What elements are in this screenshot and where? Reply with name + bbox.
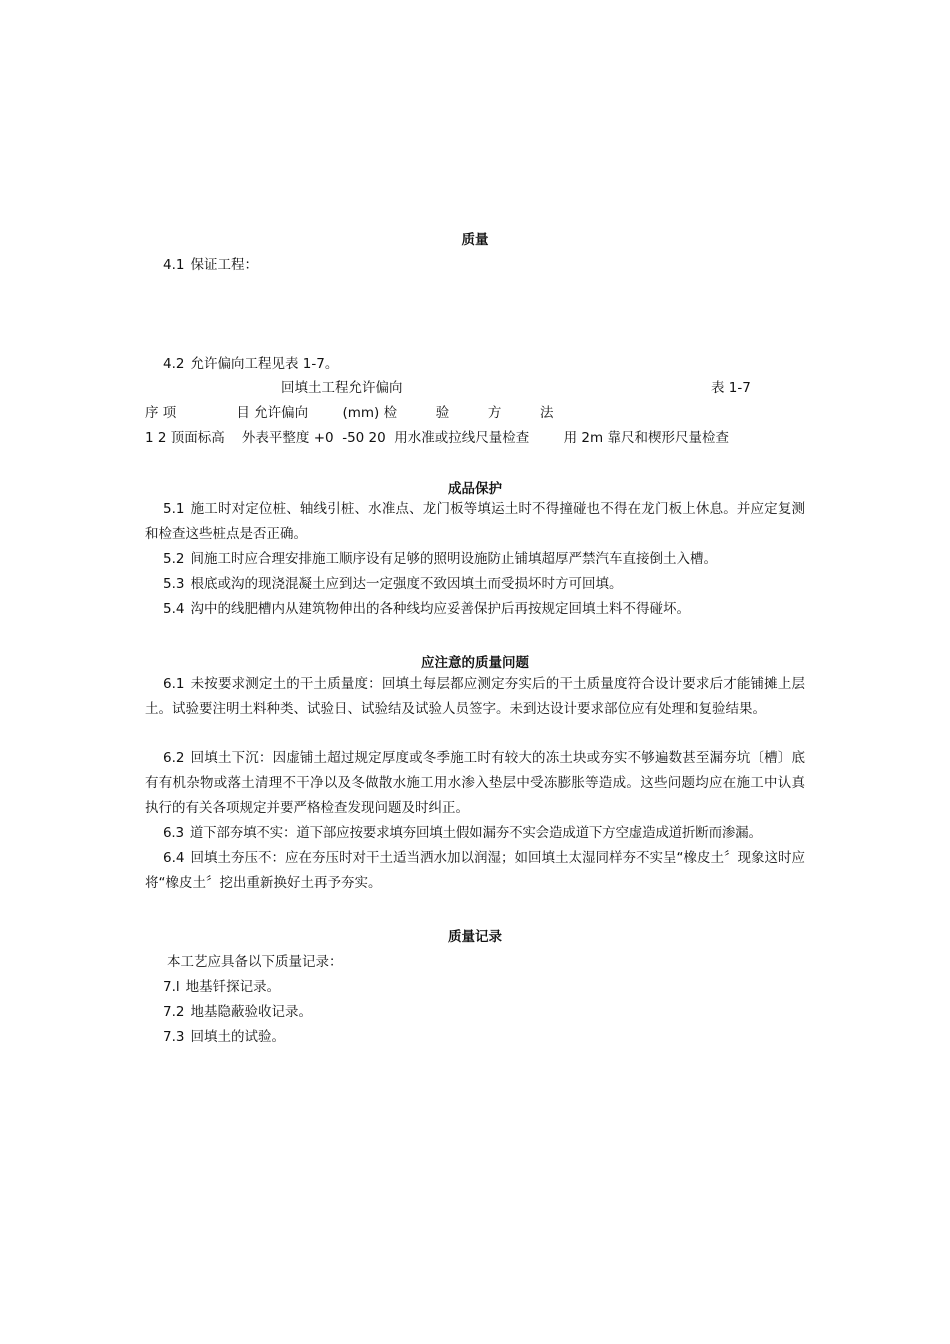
list-item xyxy=(145,1000,312,1020)
list-item xyxy=(145,746,805,820)
item-text: 根底或沟的现浇混凝土应到达一定强度不致因填土而受损坏时方可回填。 xyxy=(190,576,623,592)
item-text: 允许偏向工程见表 1-7。 xyxy=(190,356,339,372)
item-number: 7.l xyxy=(163,979,180,995)
list-item xyxy=(145,1025,285,1045)
item-text: 保证工程： xyxy=(190,257,258,273)
item-number: 6.2 xyxy=(163,750,185,766)
list-item xyxy=(145,547,805,572)
item-number: 6.3 xyxy=(163,825,184,841)
section-title-issues: 应注意的质量问题 xyxy=(421,655,529,671)
item-number: 4.2 xyxy=(163,356,185,372)
item-text: 地基钎探记录。 xyxy=(185,979,281,995)
item-number: 5.1 xyxy=(163,501,185,517)
section-title-records: 质量记录 xyxy=(448,929,502,945)
table-row: 1 2 顶面标高 外表平整度 +0 -50 20 用水准或拉线尺量检查 用 2m 靠尺和楔形尺量检查 xyxy=(145,430,729,446)
section-title-quality: 质量 xyxy=(461,232,489,248)
list-item xyxy=(145,497,805,547)
section-title-protection: 成品保护 xyxy=(448,481,502,497)
item-text: 间施工时应合理安排施工顺序设有足够的照明设施防止铺填超厚严禁汽车直接倒土入槽。 xyxy=(190,551,717,567)
list-item xyxy=(145,597,805,622)
item-text: 回填土夯压不：应在夯压时对干土适当洒水加以润湿；如回填土太湿同样夯不实呈“橡皮土〞现象这时应将“橡皮土〞挖出重新换好土再予夯实。 xyxy=(145,850,805,891)
item-number: 7.3 xyxy=(163,1029,185,1045)
list-item xyxy=(145,821,805,846)
list-item xyxy=(145,975,280,995)
list-item xyxy=(145,572,805,597)
table-caption: 回填土工程允许偏向 xyxy=(281,380,403,396)
item-text: 回填土下沉：因虚铺土超过规定厚度或冬季施工时有较大的冻土块或夯实不够遍数甚至漏夯坑〔槽〕底有有机杂物或落土清理不干净以及冬做散水施工用水渗入垫层中受冻膨胀等造成。这些问题均应在施工中认真执行的有关各项规定并要严格检查发现问题及时纠正。 xyxy=(145,750,805,816)
item-text: 未按要求测定土的干土质量度：回填土每层都应测定夯实后的干土质量度符合设计要求后才能铺摊上层土。试验要注明土料种类、试验日、试验结及试验人员签字。未到达设计要求部位应有处理和复验结果。 xyxy=(145,676,805,717)
item-number: 5.3 xyxy=(163,576,185,592)
table-header: 序 项 目 允许偏向 (mm) 检 验 方 法 xyxy=(145,405,554,421)
list-item xyxy=(145,672,805,722)
item-text: 地基隐蔽验收记录。 xyxy=(190,1004,312,1020)
item-text: 道下部夯填不实：道下部应按要求填夯回填土假如漏夯不实会造成道下方空虚造成道折断而渗漏。 xyxy=(189,825,762,841)
item-text: 沟中的线肥槽内从建筑物伸出的各种线均应妥善保护后再按规定回填土料不得碰坏。 xyxy=(190,601,690,617)
item-text: 回填土的试验。 xyxy=(190,1029,285,1045)
list-item xyxy=(145,253,258,273)
list-item xyxy=(145,846,805,896)
item-number: 7.2 xyxy=(163,1004,185,1020)
item-number: 4.1 xyxy=(163,257,185,273)
item-number: 6.4 xyxy=(163,850,185,866)
table-number: 表 1-7 xyxy=(711,380,751,396)
records-intro: 本工艺应具备以下质量记录： xyxy=(167,954,343,970)
list-item xyxy=(145,352,338,372)
item-text: 施工时对定位桩、轴线引桩、水准点、龙门板等填运土时不得撞碰也不得在龙门板上休息。并应定复测和检查这些桩点是否正确。 xyxy=(145,501,805,542)
item-number: 6.1 xyxy=(163,676,185,692)
item-number: 5.2 xyxy=(163,551,185,567)
item-number: 5.4 xyxy=(163,601,185,617)
